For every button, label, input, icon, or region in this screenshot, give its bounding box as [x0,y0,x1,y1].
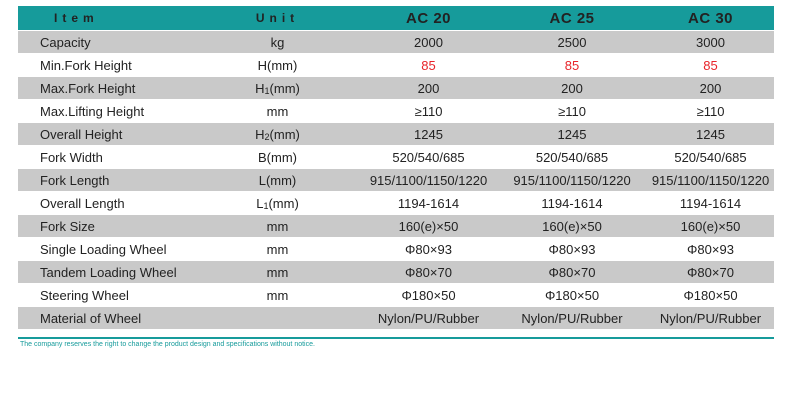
row-value-ac30: 915/1100/1150/1220 [651,172,770,188]
table-row-max-lifting-height [18,100,774,123]
row-unit: H(mm) [257,57,298,73]
header-item: Item [54,11,99,25]
row-value-ac30: Φ180×50 [683,287,738,303]
row-label: Steering Wheel [40,287,129,303]
row-label: Fork Length [40,172,110,188]
row-value-ac20: 200 [417,80,440,96]
row-value-ac25: 1194-1614 [541,195,603,211]
row-value-ac25: Φ80×70 [548,264,596,280]
row-unit [195,307,360,329]
row-value-ac20: 915/1100/1150/1220 [369,172,488,188]
row-value-ac20: 1245 [414,126,443,142]
row-label: Max.Fork Height [40,80,136,96]
row-value-ac30: 520/540/685 [674,149,747,165]
header-unit: Unit [255,11,300,25]
row-value-ac30: 160(e)×50 [680,218,741,234]
table-row-material-of-wheel [18,307,774,330]
unit-main: H [255,80,265,96]
table-row-fork-size [18,215,774,238]
row-value-ac25: Nylon/PU/Rubber [521,310,623,326]
table-row-capacity [18,31,774,54]
header-model-ac30: AC 30 [687,9,734,27]
row-value-ac30: Φ80×70 [687,264,734,280]
row-value-ac20: 85 [421,57,436,73]
row-value-ac25: 85 [564,57,580,73]
row-value-ac25: 1245 [557,126,587,142]
row-value-ac30: 85 [703,57,718,73]
row-label: Overall Height [40,126,123,142]
row-value-ac20: ≥110 [414,103,443,119]
row-value-ac30: Nylon/PU/Rubber [659,310,762,326]
row-value-ac20: Φ80×70 [405,264,452,280]
unit-subscript: 2 [264,132,270,142]
table-header [18,6,774,31]
unit-main: L [256,195,264,211]
row-value-ac20: Φ180×50 [401,287,456,303]
row-label: Capacity [40,34,91,50]
unit-tail: (mm) [269,126,300,142]
row-label: Material of Wheel [40,310,142,326]
row-unit [195,77,360,99]
table-row-overall-length [18,192,774,215]
row-unit: mm [266,103,289,119]
spec-table [18,6,774,330]
row-value-ac20: 160(e)×50 [398,218,459,234]
row-unit: mm [266,218,289,234]
table-row-overall-height [18,123,774,146]
row-label: Fork Width [40,149,103,165]
row-value-ac30: 1245 [696,126,725,142]
row-value-ac30: Φ80×93 [687,241,734,257]
footer-divider [18,337,774,339]
row-unit: mm [266,287,289,303]
table-row-max-fork-height [18,77,774,100]
footer-notice: The company reserves the right to change the product design and specifications without notice. [20,341,315,348]
table-row-tandem-loading-wheel [18,261,774,284]
row-value-ac30: 1194-1614 [679,195,742,211]
row-value-ac25: 160(e)×50 [542,218,602,234]
row-value-ac30: 200 [699,80,722,96]
table-row-fork-length [18,169,774,192]
row-unit: mm [266,264,289,280]
table-row-steering-wheel [18,284,774,307]
unit-tail: (mm) [268,195,299,211]
row-label: Overall Length [40,195,125,211]
row-value-ac25: 200 [561,80,583,96]
header-model-ac25: AC 25 [549,9,595,27]
row-unit [195,192,360,214]
table-row-fork-width [18,146,774,169]
row-label: Min.Fork Height [40,57,132,73]
unit-subscript: 1 [264,86,270,96]
unit-tail: (mm) [269,80,300,96]
row-value-ac25: Φ80×93 [548,241,596,257]
row-value-ac20: 1194-1614 [397,195,460,211]
row-label: Single Loading Wheel [40,241,167,257]
row-label: Max.Lifting Height [40,103,145,119]
unit-main: H [255,126,265,142]
row-unit: L(mm) [258,172,297,188]
row-value-ac20: 2000 [414,34,443,50]
row-value-ac20: Φ80×93 [405,241,452,257]
row-label: Tandem Loading Wheel [40,264,177,280]
row-value-ac25: 2500 [557,34,587,50]
row-value-ac25: ≥110 [558,103,586,119]
row-value-ac30: 3000 [696,34,725,50]
row-unit: mm [266,241,289,257]
table-row-single-loading-wheel [18,238,774,261]
row-value-ac30: ≥110 [696,103,725,119]
row-unit: kg [270,34,285,50]
row-value-ac25: 520/540/685 [535,149,609,165]
row-value-ac25: Φ180×50 [544,287,600,303]
table-row-min-fork-height [18,54,774,77]
row-unit [195,123,360,145]
row-value-ac25: 915/1100/1150/1220 [513,172,631,188]
unit-subscript: 1 [263,201,269,211]
header-model-ac20: AC 20 [405,9,452,27]
row-value-ac20: 520/540/685 [392,149,465,165]
row-unit: B(mm) [258,149,297,165]
row-label: Fork Size [40,218,95,234]
row-value-ac20: Nylon/PU/Rubber [377,310,480,326]
